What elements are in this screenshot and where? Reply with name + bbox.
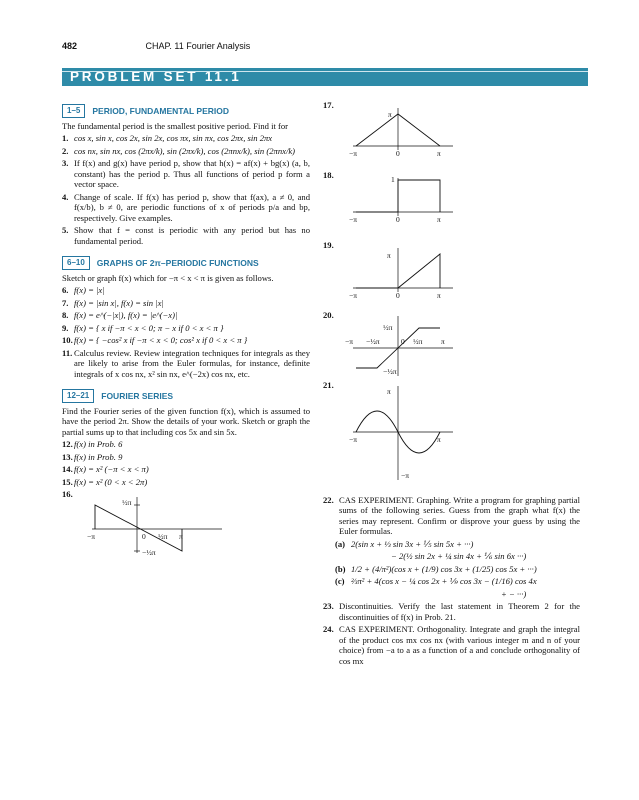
label-left: −π — [349, 291, 358, 300]
problem-item: 6. f(x) = |x| — [62, 285, 105, 296]
label-right: π — [179, 532, 183, 542]
problem-item: 14. f(x) = x² (−π < x < π) — [62, 464, 149, 475]
problem-item: 4. Change of scale. If f(x) has period p, show that f(ax), a ≠ 0, and f(x/b), b ≠ 0, are periodic functions of x of periods p/a and bp, respectively. Give examples. — [62, 191, 310, 223]
section-heading-graphs — [62, 256, 310, 270]
label-bottom: −½π — [142, 548, 156, 558]
figure-19 — [323, 240, 580, 310]
right-column — [323, 100, 580, 668]
figure-number: 19. — [323, 240, 334, 250]
figure-16-graph — [62, 489, 310, 559]
section-intro: Sketch or graph f(x) which for −π < x < π is given as follows. — [62, 272, 274, 283]
label-bottom: −π — [401, 471, 410, 480]
label-zero: 0 — [396, 215, 400, 224]
problem-item: 2. cos nx, sin nx, cos (2πx/k), sin (2πx/k), cos (2πnx/k), sin (2πnx/k) — [62, 145, 296, 156]
label-mid: ½π — [158, 532, 168, 542]
function-curve — [356, 180, 440, 212]
running-header — [62, 41, 250, 52]
label-neg-half: −½π — [366, 337, 380, 346]
label-zero: 0 — [401, 337, 405, 346]
label-top: π — [388, 110, 392, 119]
problem-item: 13. f(x) in Prob. 9 — [62, 451, 123, 462]
series-a-cont: − 2(½ sin 2x + ¼ sin 4x + ⅙ sin 6x ···) — [391, 551, 527, 562]
series-b: (b) 1/2 + (4/π²)(cos x + (1/9) cos 3x + (1/25) cos 5x + ···) — [335, 563, 537, 574]
label-left: −π — [87, 532, 96, 542]
problem-item: 24. CAS EXPERIMENT. Orthogonality. Integrate and graph the integral of the product cos mx cos nx (with various integer m and n of your choice) from −a to a as a function of a and conclude orthogonality of cos mx — [323, 624, 580, 666]
section-range-tag: 6–10 — [62, 256, 90, 270]
problem-item: 5. Show that f = const is periodic with any period but has no fundamental period. — [62, 225, 310, 246]
figure-number: 21. — [323, 380, 334, 390]
label-top: ½π — [122, 498, 132, 508]
label-top: π — [387, 251, 391, 260]
problem-item: 8. f(x) = e^(−|x|), f(x) = |e^(−x)| — [62, 310, 178, 321]
figure-18-graph — [323, 170, 580, 240]
label-zero: 0 — [396, 291, 400, 300]
problem-item: 12. f(x) in Prob. 6 — [62, 439, 123, 450]
figure-18 — [323, 170, 580, 240]
section-range-tag: 12–21 — [62, 389, 94, 403]
label-right: π — [441, 337, 445, 346]
label-right: π — [437, 215, 441, 224]
label-bottom: −½π — [383, 367, 397, 376]
problem-item: 3. If f(x) and g(x) have period p, show that h(x) = af(x) + bg(x) (a, b, constant) has the period p. Thus all functions of period p form a vector space. — [62, 158, 310, 190]
label-pos-half: ½π — [413, 337, 423, 346]
label-left: −π — [349, 435, 358, 444]
label-right: π — [437, 149, 441, 158]
left-column — [62, 100, 310, 559]
label-left: −π — [349, 149, 358, 158]
section-intro: The fundamental period is the smallest positive period. Find it for — [62, 120, 289, 131]
label-top: π — [387, 387, 391, 396]
section-title: PERIOD, FUNDAMENTAL PERIOD — [92, 105, 229, 116]
problem-item: 9. f(x) = { x if −π < x < 0; π − x if 0 < x < π } — [62, 322, 224, 333]
figure-number: 18. — [323, 170, 334, 180]
problem-item: 1. cos x, sin x, cos 2x, sin 2x, cos πx, sin πx, cos 2πx, sin 2πx — [62, 133, 273, 144]
problem-set-banner: PROBLEM SET 11.1 — [62, 68, 588, 86]
series-a: (a) 2(sin x + ⅓ sin 3x + ⅕ sin 5x + ···) — [335, 538, 474, 549]
label-zero: 0 — [396, 149, 400, 158]
figure-20 — [323, 310, 580, 380]
series-c: (c) ⅔π² + 4(cos x − ¼ cos 2x + ⅑ cos 3x − (1/16) cos 4x — [335, 576, 537, 587]
section-heading-fourier-series — [62, 389, 310, 403]
figure-16 — [62, 489, 310, 559]
label-zero: 0 — [142, 532, 146, 542]
problem-item: 10. f(x) = { −cos² x if −π < x < 0; cos² x if 0 < x < π } — [62, 335, 248, 346]
function-curve — [95, 505, 182, 551]
problem-item: 23. Discontinuities. Verify the last statement in Theorem 2 for the discontinuities of f(x) in Prob. 21. — [323, 601, 580, 622]
section-heading-period — [62, 104, 310, 118]
label-left: −π — [345, 337, 354, 346]
page-number: 482 — [62, 41, 78, 51]
figure-20-graph — [323, 310, 580, 380]
problem-item: 11. Calculus review. Review integration techniques for integrals as they are likely to arise from the Euler formulas, for instance, definite integrals of x cos nx, x² sin nx, e^(−2x) cos nx, etc. — [62, 347, 310, 379]
section-title: FOURIER SERIES — [101, 390, 174, 401]
series-c-cont: + − ···) — [501, 588, 527, 599]
label-left: −π — [349, 215, 358, 224]
label-right: π — [437, 435, 441, 444]
label-top: ½π — [383, 323, 393, 332]
problem-item: 7. f(x) = |sin x|, f(x) = sin |x| — [62, 297, 164, 308]
figure-19-graph — [323, 240, 580, 310]
label-right: π — [437, 291, 441, 300]
figure-17-graph — [323, 100, 580, 170]
figure-number: 16. — [62, 489, 73, 500]
problem-item: 22. CAS EXPERIMENT. Graphing. Write a program for graphing partial sums of the following series. Guess from the graph what f(x) the series may represent. Confirm or disprove your guess by using the Euler formulas. — [323, 495, 580, 537]
problem-item: 15. f(x) = x² (0 < x < 2π) — [62, 476, 148, 487]
figure-21-graph — [323, 380, 580, 490]
figure-21 — [323, 380, 580, 490]
chapter-title: CHAP. 11 Fourier Analysis — [145, 41, 251, 51]
figure-number: 17. — [323, 100, 334, 110]
section-range-tag: 1–5 — [62, 104, 85, 118]
label-top: 1 — [391, 175, 395, 184]
section-title: GRAPHS OF 2π–PERIODIC FUNCTIONS — [96, 257, 259, 268]
section-intro: Find the Fourier series of the given function f(x), which is assumed to have the period 2π. Show the details of your work. Sketch or graph the partial sums up to that including cos 5x and sin 5x. — [62, 405, 310, 437]
figure-number: 20. — [323, 310, 334, 320]
figure-17 — [323, 100, 580, 170]
